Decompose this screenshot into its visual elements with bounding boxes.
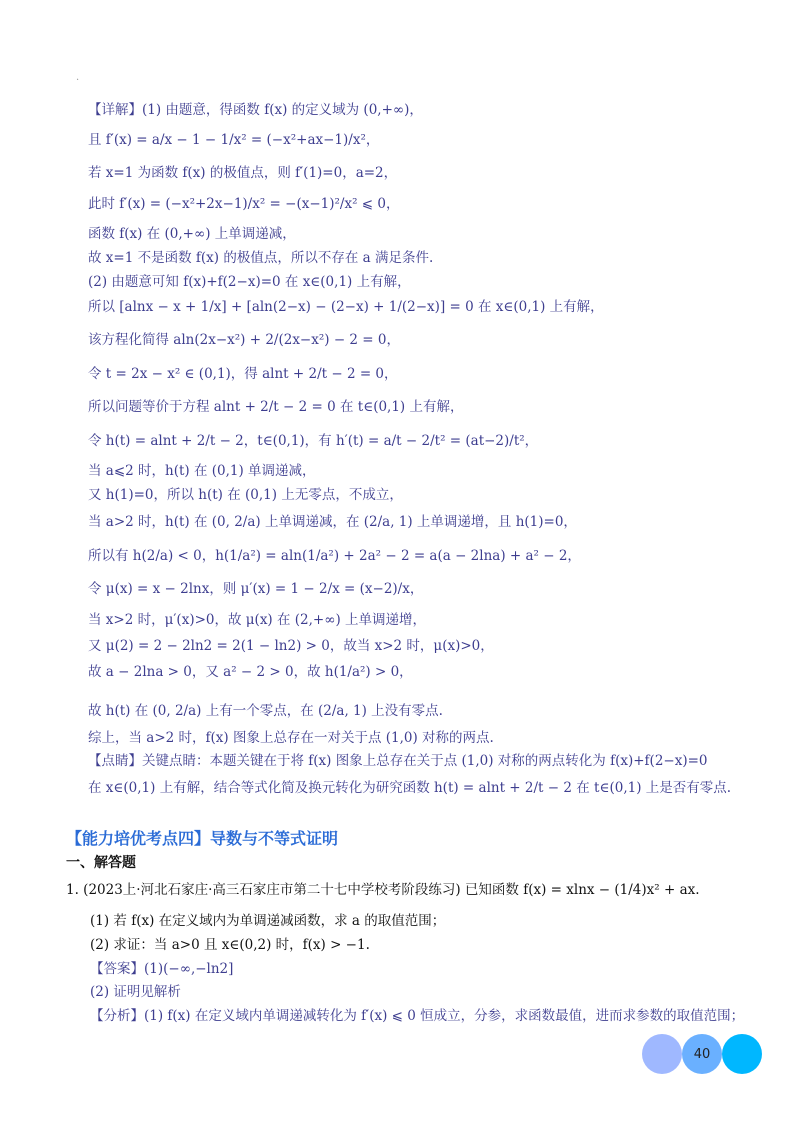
question-stem: 1. (2023上·河北石家庄·高三石家庄市第二十七中学校考阶段练习) 已知函数 f(x) = xlnx − (1/4)x² + ax. (66, 882, 700, 898)
solution-line: 故 a − 2lna > 0，又 a² − 2 > 0，故 h(1/a²) > 0， (88, 664, 413, 680)
solution-line: 又 μ(2) = 2 − 2ln2 = 2(1 − ln2) > 0，故当 x>2 时，μ(x)>0， (88, 638, 494, 654)
solution-line: 故 h(t) 在 (0, 2/a) 上有一个零点，在 (2/a, 1) 上没有零点. (88, 703, 443, 719)
answer-line: 【答案】(1)(−∞,−ln2] (90, 961, 234, 977)
solution-line: 故 x=1 不是函数 f(x) 的极值点，所以不存在 a 满足条件. (88, 250, 434, 266)
section-subheading: 一、解答题 (66, 855, 136, 871)
solution-line: 此时 f′(x) = (−x²+2x−1)/x² = −(x−1)²/x² ⩽ 0， (88, 196, 400, 212)
solution-line: 令 μ(x) = x − 2lnx，则 μ′(x) = 1 − 2/x = (x−2)/x， (88, 581, 424, 597)
solution-line: 所以 [alnx − x + 1/x] + [aln(2−x) − (2−x) + 1/(2−x)] = 0 在 x∈(0,1) 上有解， (88, 299, 604, 315)
question-part: (2) 求证：当 a>0 且 x∈(0,2) 时，f(x) > −1. (90, 937, 370, 953)
solution-line: 当 x>2 时，μ′(x)>0，故 μ(x) 在 (2,+∞) 上单调递增， (88, 612, 427, 628)
page-number: 40 (693, 1046, 711, 1062)
solution-line: 函数 f(x) 在 (0,+∞) 上单调递减， (88, 226, 296, 242)
solution-line: 若 x=1 为函数 f(x) 的极值点，则 f′(1)=0，a=2， (88, 165, 398, 181)
solution-line: 【点睛】关键点睛：本题关键在于将 f(x) 图象上总存在关于点 (1,0) 对称的两点转化为 f(x)+f(2−x)=0 (88, 753, 708, 769)
solution-line: 当 a⩽2 时，h(t) 在 (0,1) 单调递减， (88, 463, 316, 479)
solution-line: 【详解】(1) 由题意，得函数 f(x) 的定义域为 (0,+∞)， (88, 102, 423, 118)
page-number-badge (642, 1034, 762, 1074)
solution-line: 综上，当 a>2 时，f(x) 图象上总存在一对关于点 (1,0) 对称的两点. (88, 730, 494, 746)
solution-line: 令 t = 2x − x² ∈ (0,1)，得 alnt + 2/t − 2 = 0， (88, 366, 398, 382)
solution-line: 又 h(1)=0，所以 h(t) 在 (0,1) 上无零点，不成立， (88, 487, 403, 503)
solution-line: 令 h(t) = alnt + 2/t − 2，t∈(0,1)，有 h′(t) = a/t − 2/t² = (at−2)/t²， (88, 433, 539, 449)
answer-line: (2) 证明见解析 (90, 984, 181, 1000)
section-heading: 【能力培优考点四】导数与不等式证明 (66, 829, 339, 848)
solution-line: 当 a>2 时，h(t) 在 (0, 2/a) 上单调递减，在 (2/a, 1) 上单调递增，且 h(1)=0， (88, 514, 577, 530)
solution-line: 所以有 h(2/a) < 0，h(1/a²) = aln(1/a²) + 2a² − 2 = a(a − 2lna) + a² − 2， (88, 548, 581, 564)
badge-circle-right (722, 1034, 762, 1074)
badge-circle-left (642, 1034, 682, 1074)
solution-line: 在 x∈(0,1) 上有解，结合等式化简及换元转化为研究函数 h(t) = alnt + 2/t − 2 在 t∈(0,1) 上是否有零点. (88, 780, 732, 796)
solution-line: (2) 由题意可知 f(x)+f(2−x)=0 在 x∈(0,1) 上有解， (88, 274, 411, 290)
solution-line: 且 f′(x) = a/x − 1 − 1/x² = (−x²+ax−1)/x²， (88, 132, 380, 148)
solution-line: 该方程化简得 aln(2x−x²) + 2/(2x−x²) − 2 = 0， (88, 332, 400, 348)
analysis-line: 【分析】(1) f(x) 在定义域内单调递减转化为 f′(x) ⩽ 0 恒成立，分参，求函数最值，进而求参数的取值范围； (90, 1008, 745, 1024)
solution-line: 所以问题等价于方程 alnt + 2/t − 2 = 0 在 t∈(0,1) 上有解， (88, 399, 464, 415)
question-part: (1) 若 f(x) 在定义域内为单调递减函数，求 a 的取值范围； (90, 913, 446, 929)
page-dot: . (76, 72, 80, 83)
